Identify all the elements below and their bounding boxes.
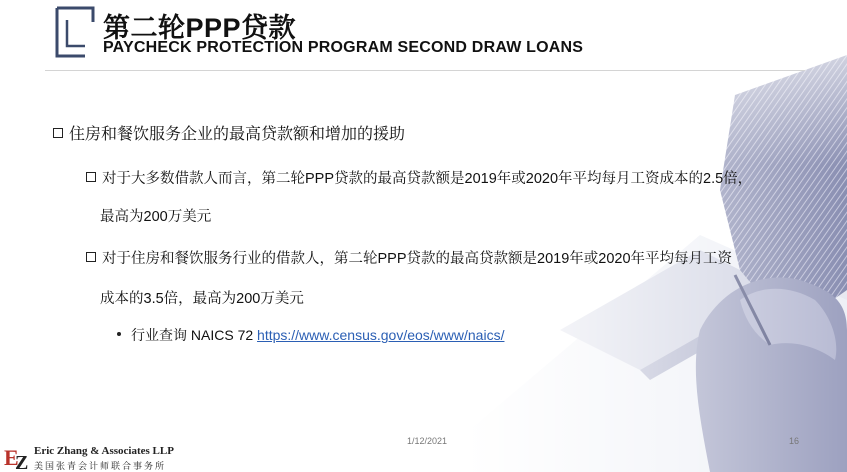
bullet-2-line-2: 成本的3.5倍，最高为200万美元 [100,291,304,307]
naics-link[interactable]: https://www.census.gov/eos/www/naics/ [257,327,505,343]
header-divider [45,70,805,71]
section-heading [53,121,405,144]
bullet-item-1 [86,167,752,188]
bullet-item-2 [86,247,732,268]
svg-text:Z: Z [15,452,29,471]
firm-logo-icon [4,443,34,471]
firm-name-cn: 美国张青会计师联合事务所 [34,461,167,471]
page-title: 第二轮PPP贷款 [103,13,297,43]
checkbox-bullet-icon [86,252,96,262]
checkbox-bullet-icon [53,128,63,138]
page-number: 16 [789,436,800,446]
checkbox-bullet-icon [86,172,96,182]
section-heading-text: 住房和餐饮服务企业的最高贷款额和增加的援助 [69,126,406,143]
sub-bullet-text: 行业查询 NAICS 72 [131,327,258,343]
firm-name-en: Eric Zhang & Associates LLP [34,445,174,457]
header-logo-icon [55,6,95,58]
svg-text:E: E [4,445,19,470]
page-subtitle: PAYCHECK PROTECTION PROGRAM SECOND DRAW LOANS [103,39,584,56]
slide-date: 1/12/2021 [407,436,448,446]
bullet-2-line-1: 对于住房和餐饮服务行业的借款人，第二轮PPP贷款的最高贷款额是2019年或2020年平均每月工资 [102,251,733,267]
sub-bullet-item [117,325,504,345]
dot-bullet-icon [117,332,121,336]
bullet-1-line-1: 对于大多数借款人而言，第二轮PPP贷款的最高贷款额是2019年或2020年平均每月工资成本的2.5倍， [102,171,753,187]
bullet-1-line-2: 最高为200万美元 [100,209,212,225]
